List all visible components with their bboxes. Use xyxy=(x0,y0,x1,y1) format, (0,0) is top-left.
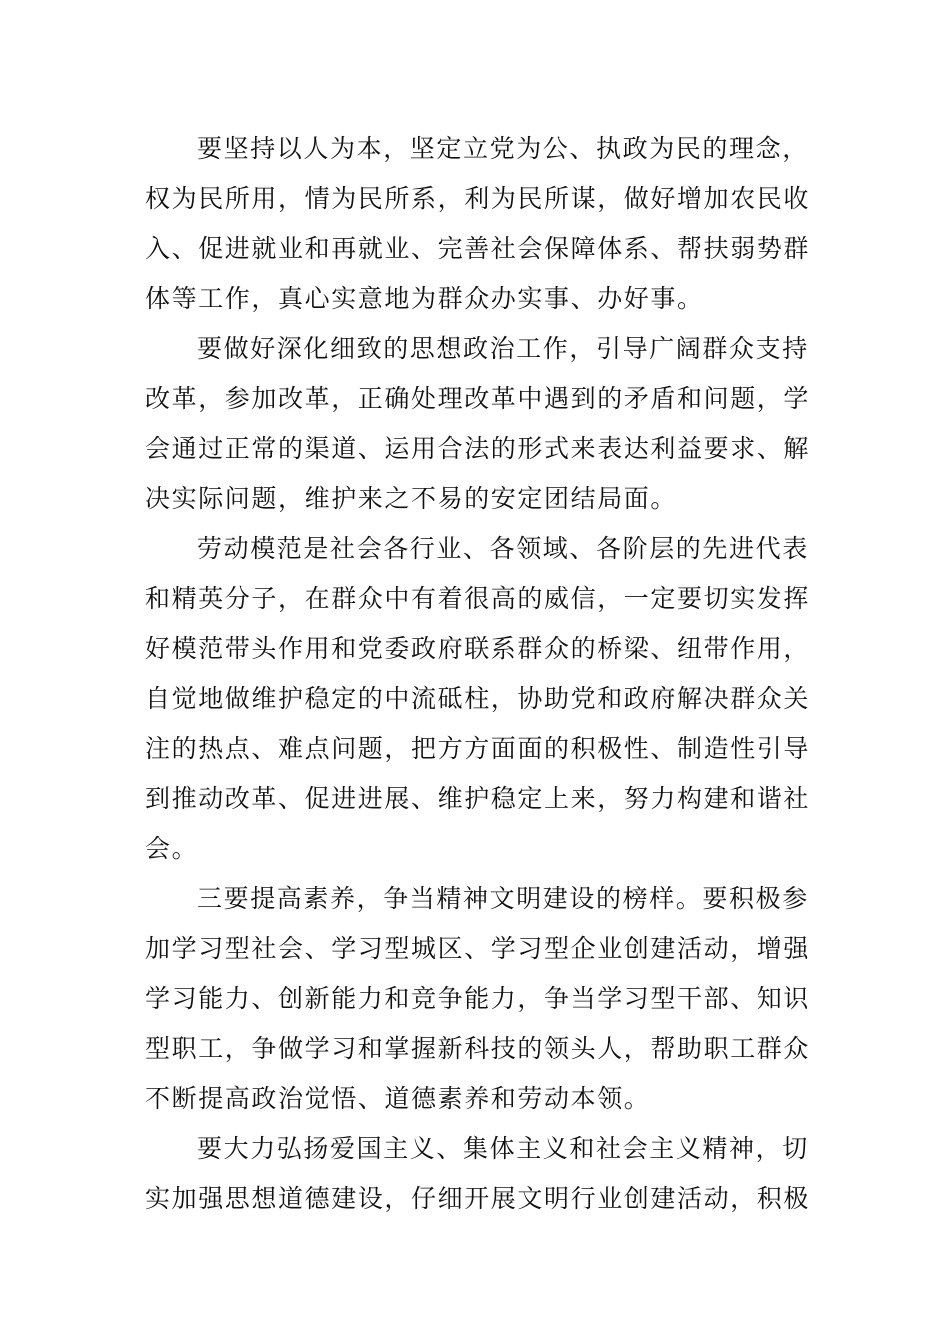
text-line: 注的热点、难点问题，把方方面面的积极性、制造性引导 xyxy=(145,734,811,763)
paragraph-1 xyxy=(145,124,811,324)
document-body xyxy=(145,124,811,1224)
text-line: 加学习型社会、学习型城区、学习型企业创建活动，增强 xyxy=(145,934,811,963)
text-line: 不断提高政治觉悟、道德素养和劳动本领。 xyxy=(145,1084,651,1113)
text-line: 决实际问题，维护来之不易的安定团结局面。 xyxy=(145,484,678,513)
text-line: 三要提高素养，争当精神文明建设的榜样。要积极参 xyxy=(197,884,809,913)
text-line: 会。 xyxy=(145,834,199,863)
text-line: 要做好深化细致的思想政治工作，引导广阔群众支持 xyxy=(197,334,809,363)
text-line: 要大力弘扬爱国主义、集体主义和社会主义精神，切 xyxy=(197,1134,809,1163)
text-line: 劳动模范是社会各行业、各领域、各阶层的先进代表 xyxy=(197,534,809,563)
text-line: 入、促进就业和再就业、完善社会保障体系、帮扶弱势群 xyxy=(145,234,811,263)
paragraph-3 xyxy=(145,524,811,874)
text-line: 型职工，争做学习和掌握新科技的领头人，帮助职工群众 xyxy=(145,1034,811,1063)
text-line: 好模范带头作用和党委政府联系群众的桥梁、纽带作用， xyxy=(145,634,811,663)
text-line: 到推动改革、促进进展、维护稳定上来，努力构建和谐社 xyxy=(145,784,811,813)
text-line: 要坚持以人为本，坚定立党为公、执政为民的理念， xyxy=(197,134,809,163)
text-line: 实加强思想道德建设，仔细开展文明行业创建活动，积极 xyxy=(145,1184,811,1213)
text-line: 权为民所用，情为民所系，利为民所谋，做好增加农民收 xyxy=(145,184,811,213)
text-line: 会通过正常的渠道、运用合法的形式来表达利益要求、解 xyxy=(145,434,811,463)
paragraph-4 xyxy=(145,874,811,1124)
paragraph-2 xyxy=(145,324,811,524)
text-line: 体等工作，真心实意地为群众办实事、办好事。 xyxy=(145,284,704,313)
paragraph-5 xyxy=(145,1124,811,1224)
text-line: 改革，参加改革，正确处理改革中遇到的矛盾和问题，学 xyxy=(145,384,811,413)
text-line: 学习能力、创新能力和竞争能力，争当学习型干部、知识 xyxy=(145,984,811,1013)
text-line: 自觉地做维护稳定的中流砥柱，协助党和政府解决群众关 xyxy=(145,684,811,713)
text-line: 和精英分子，在群众中有着很高的威信，一定要切实发挥 xyxy=(145,584,811,613)
